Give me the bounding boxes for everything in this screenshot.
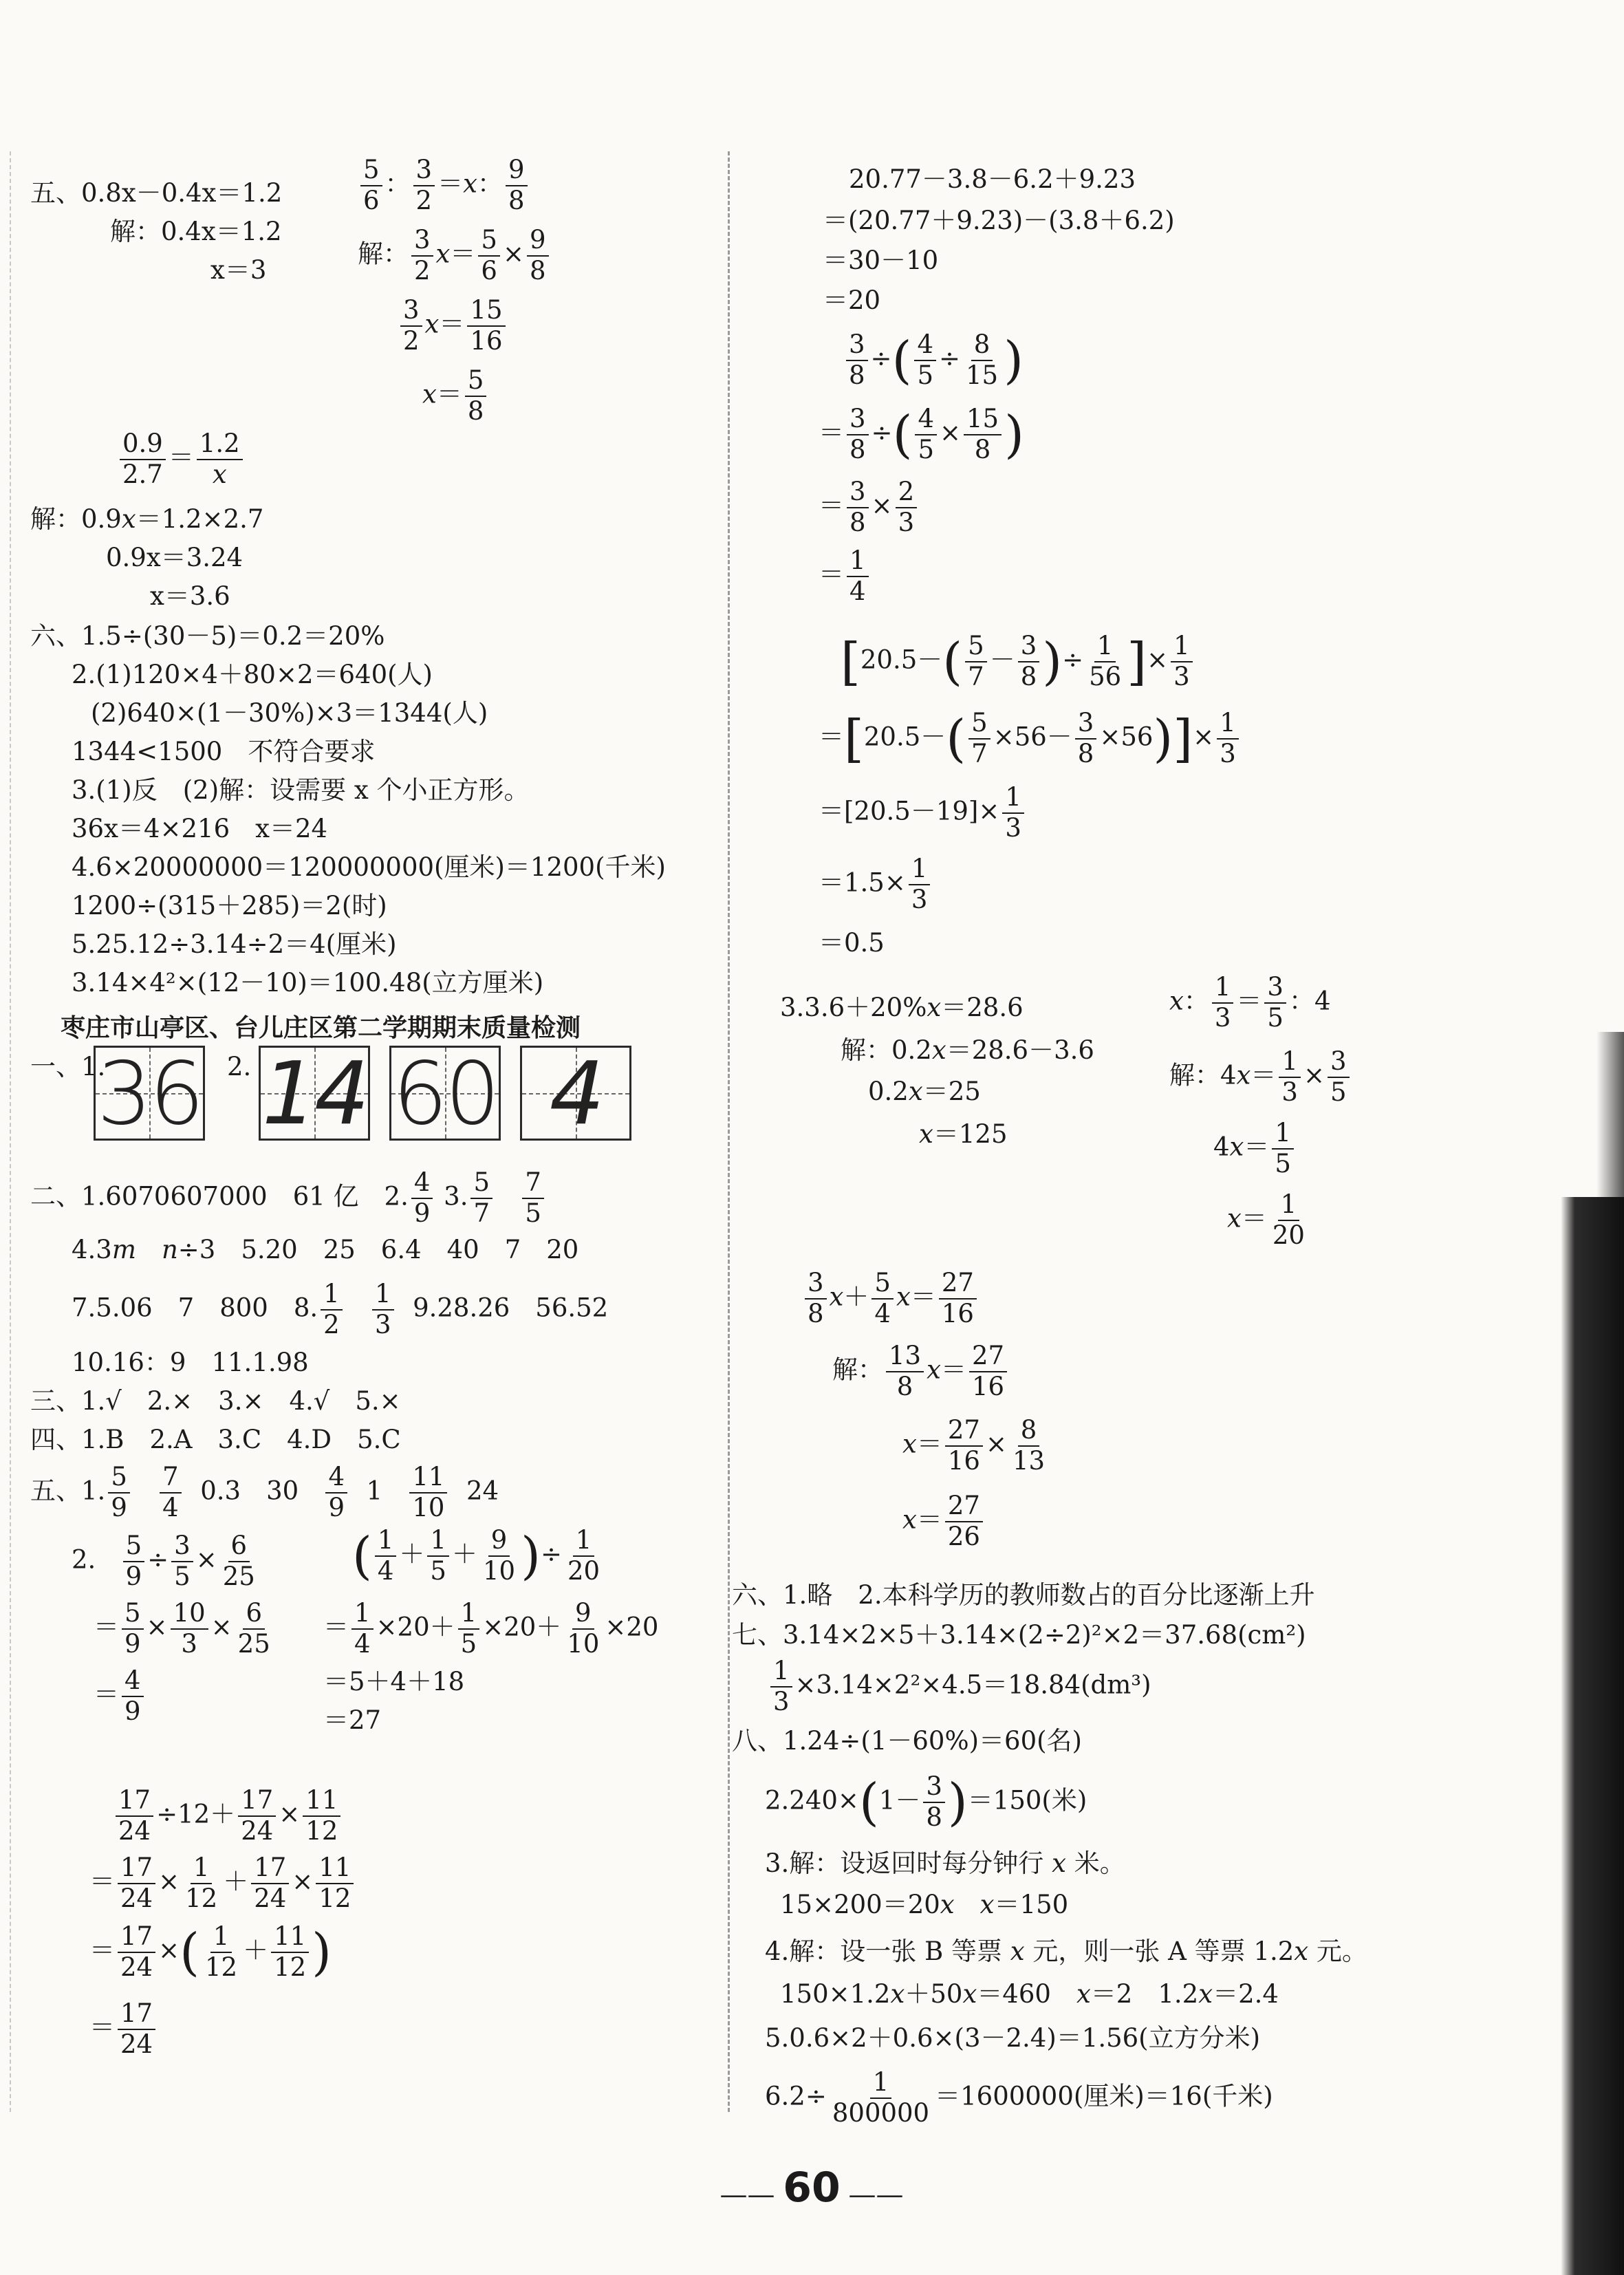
calc-e-line-4: ＝1.5× $\frac{1}{3}$ <box>819 856 933 914</box>
right-line-16: 15×200＝20x x＝150 <box>780 1890 1069 1919</box>
left-line-10: 1344<1500 不符合要求 <box>72 737 376 766</box>
tian-grid-4 <box>520 1042 631 1144</box>
calc-b-line-1: ( $\frac{1}{4}$ ＋ $\frac{1}{5}$ ＋ $\frac{9}{10}$ )÷ $\frac{1}{20}$ <box>352 1525 600 1586</box>
right-line-19: 5.0.6×2＋0.6×(3－2.4)＝1.56(立方分米) <box>765 2023 1261 2053</box>
tian-grid-2 <box>259 1042 370 1144</box>
right-line-2: ＝(20.77＋9.23)－(3.8＋6.2) <box>823 206 1175 235</box>
right-line-9: x＝125 <box>919 1119 1008 1149</box>
right-line-8: 0.2x＝25 <box>868 1077 981 1106</box>
left-line-8: 2.(1)120×4＋80×2＝640(人) <box>72 660 433 689</box>
sec1-label-2: 2. <box>227 1052 252 1081</box>
right-line-7: 解：0.2x＝28.6－3.6 <box>841 1035 1094 1065</box>
left-line-1: 五、0.8x－0.4x＝1.2 <box>30 178 283 208</box>
calc-c-line-3: ＝ $\frac{17}{24}$ ×( $\frac{1}{12}$ ＋ $\frac{11}{12}$ ) <box>89 1921 332 1982</box>
calc-f-line-4: x＝ $\frac{1}{20}$ <box>1227 1189 1305 1250</box>
column-divider <box>728 151 730 2112</box>
right-line-20: 6.2÷ $\frac{1}{800000}$ ＝1600000(厘米)＝16(千米) <box>765 2067 1273 2128</box>
calc-d-line-2: ＝ $\frac{3}{8}$ ÷( $\frac{4}{5}$ × $\frac{15}{8}$ ) <box>819 404 1024 464</box>
calc-g-line-2: 解： $\frac{13}{8}$ x＝ $\frac{27}{16}$ <box>832 1343 1010 1401</box>
calc-b-line-3: ＝5＋4＋18 <box>323 1667 465 1696</box>
left-line-16: 3.14×4²×(12－10)＝100.48(立方厘米) <box>72 968 544 998</box>
calc-e-line-3: ＝[20.5－19]× $\frac{1}{3}$ <box>819 784 1027 842</box>
calc-g-line-4: x＝ $\frac{27}{26}$ <box>902 1493 986 1551</box>
proportion-step-2: $\frac{3}{2}$ x＝ $\frac{15}{16}$ <box>398 297 508 355</box>
left-line-11: 3.(1)反 (2)解：设需要 x 个小正方形。 <box>72 775 530 805</box>
calc-f-line-1: x： $\frac{1}{3}$ ＝ $\frac{3}{5}$ ：4 <box>1169 972 1331 1033</box>
left-line-19: 7.5.06 7 800 8. $\frac{1}{2}$ $\frac{1}{3}$ 9.28.26 56.52 <box>72 1279 609 1339</box>
calc-a-line-1: 2. $\frac{5}{9}$ ÷ $\frac{3}{5}$ × $\frac{6}{25}$ <box>72 1531 255 1591</box>
calc-b-line-2: ＝ $\frac{1}{4}$ ×20＋ $\frac{1}{5}$ ×20＋ $\frac{9}{10}$ ×20 <box>323 1598 659 1659</box>
proportion-step-3: x＝ $\frac{5}{8}$ <box>422 367 489 425</box>
left-line-15: 5.25.12÷3.14÷2＝4(厘米) <box>72 929 397 959</box>
calc-d-line-3: ＝ $\frac{3}{8}$ × $\frac{2}{3}$ <box>819 479 920 537</box>
left-line-14: 1200÷(315＋285)＝2(时) <box>72 891 387 920</box>
handwritten-digits-2: 14 <box>261 1042 367 1144</box>
right-line-12: $\frac{1}{3}$ ×3.14×2²×4.5＝18.84(dm³) <box>768 1658 1151 1716</box>
proportion-eq-1: $\frac{5}{6}$ ： $\frac{3}{2}$ ＝x： $\frac{9}{8}$ <box>358 157 530 215</box>
right-line-6: 3.3.6＋20%x＝28.6 <box>780 993 1024 1022</box>
left-line-22: 四、1.B 2.A 3.C 4.D 5.C <box>30 1425 401 1454</box>
section-title: 枣庄市山亭区、台儿庄区第二学期期末质量检测 <box>61 1014 581 1042</box>
left-line-5: 0.9x＝3.24 <box>106 543 243 572</box>
left-line-17: 二、1.6070607000 61 亿 2. $\frac{4}{9}$ 3. $\frac{5}{7}$ $\frac{7}{5}$ <box>30 1169 547 1227</box>
calc-b-line-4: ＝27 <box>323 1705 382 1735</box>
right-line-18: 150×1.2x＋50x＝460 x＝2 1.2x＝2.4 <box>780 1979 1279 2009</box>
left-line-6: x＝3.6 <box>150 581 230 611</box>
calc-g-line-1: $\frac{3}{8}$ x＋ $\frac{5}{4}$ x＝ $\frac{27}{16}$ <box>802 1270 979 1328</box>
scan-edge-shadow <box>1561 1197 1624 2275</box>
page-number-footer <box>688 2164 935 2212</box>
left-margin-line <box>10 151 11 2112</box>
left-line-3: x＝3 <box>210 255 267 285</box>
right-line-11: 七、3.14×2×5＋3.14×(2÷2)²×2＝37.68(cm²) <box>732 1620 1306 1650</box>
calc-f-line-3: 4x＝ $\frac{1}{5}$ <box>1213 1120 1297 1178</box>
calc-e-line-2: ＝[20.5－( $\frac{5}{7}$ ×56－ $\frac{3}{8}$ ×56)]× $\frac{1}{3}$ <box>819 710 1242 768</box>
left-line-20: 10.16：9 11.1.98 <box>72 1348 309 1377</box>
calc-f-line-2: 解：4x＝ $\frac{1}{3}$ × $\frac{3}{5}$ <box>1169 1048 1352 1106</box>
left-line-7: 六、1.5÷(30－5)＝0.2＝20% <box>30 621 385 651</box>
handwritten-digits-4: 4 <box>549 1042 603 1144</box>
left-line-21: 三、1.√ 2.× 3.× 4.√ 5.× <box>30 1386 401 1416</box>
ratio-eq-2: $\frac{0.9}{2.7}$ ＝ $\frac{1.2}{x}$ <box>117 431 246 488</box>
right-line-3: ＝30－10 <box>823 246 939 275</box>
left-line-9: (2)640×(1－30%)×3＝1344(人) <box>91 698 488 728</box>
calc-e-line-1: [20.5－( $\frac{5}{7}$ － $\frac{3}{8}$ )÷ $\frac{1}{56}$ ]× $\frac{1}{3}$ <box>841 633 1195 691</box>
left-line-18: 4.3m n÷3 5.20 25 6.4 40 7 20 <box>72 1235 579 1264</box>
calc-d-line-1: $\frac{3}{8}$ ÷( $\frac{4}{5}$ ÷ $\frac{8}{15}$ ) <box>843 332 1024 389</box>
right-line-1: 20.77－3.8－6.2＋9.23 <box>849 164 1136 194</box>
left-line-13: 4.6×20000000＝120000000(厘米)＝1200(千米) <box>72 852 666 882</box>
left-line-23: 五、1. $\frac{5}{9}$ $\frac{7}{4}$ 0.3 30 $\frac{4}{9}$ 1 $\frac{11}{10}$ 24 <box>30 1462 499 1522</box>
handwritten-digits-3: 60 <box>392 1042 498 1144</box>
right-line-13: 八、1.24÷(1－60%)＝60(名) <box>732 1726 1082 1756</box>
calc-a-line-3: ＝ $\frac{4}{9}$ <box>94 1668 147 1725</box>
right-line-17: 4.解：设一张 B 等票 x 元，则一张 A 等票 1.2x 元。 <box>765 1937 1367 1966</box>
tian-grid-1 <box>94 1042 205 1144</box>
right-line-10: 六、1.略 2.本科学历的教师数占的百分比逐渐上升 <box>732 1580 1315 1610</box>
calc-c-line-4: ＝ $\frac{17}{24}$ <box>89 2001 158 2058</box>
calc-c-line-1: $\frac{17}{24}$ ÷12＋ $\frac{17}{24}$ × $\frac{11}{12}$ <box>113 1787 343 1845</box>
right-line-14: 2.240×(1－ $\frac{3}{8}$ )＝150(米) <box>765 1771 1087 1832</box>
footer-dash-right: —— <box>848 2179 904 2211</box>
page-number: 60 <box>783 2164 841 2212</box>
ratio-step-1: 解：0.9x＝1.2×2.7 <box>30 504 264 534</box>
tian-grid-3 <box>389 1042 501 1144</box>
proportion-step-1: 解： $\frac{3}{2}$ x＝ $\frac{5}{6}$ × $\frac{9}{8}$ <box>358 227 552 285</box>
sec1-label: 一、1. <box>30 1052 106 1081</box>
right-line-5: ＝0.5 <box>819 928 885 958</box>
left-line-2: 解：0.4x＝1.2 <box>110 217 282 246</box>
right-line-4: ＝20 <box>823 285 881 315</box>
handwritten-digits-1: 36 <box>96 1042 202 1144</box>
calc-a-line-2: ＝ $\frac{5}{9}$ × $\frac{10}{3}$ × $\frac{6}{25}$ <box>94 1598 270 1659</box>
right-line-15: 3.解：设返回时每分钟行 x 米。 <box>765 1848 1125 1878</box>
footer-dash-left: —— <box>719 2179 775 2211</box>
scan-edge-shadow-upper <box>1596 1032 1624 1197</box>
calc-c-line-2: ＝ $\frac{17}{24}$ × $\frac{1}{12}$ ＋ $\frac{17}{24}$ × $\frac{11}{12}$ <box>89 1855 356 1912</box>
left-line-12: 36x＝4×216 x＝24 <box>72 814 328 843</box>
calc-g-line-3: x＝ $\frac{27}{16}$ × $\frac{8}{13}$ <box>902 1415 1046 1476</box>
calc-d-line-4: ＝ $\frac{1}{4}$ <box>819 548 871 605</box>
